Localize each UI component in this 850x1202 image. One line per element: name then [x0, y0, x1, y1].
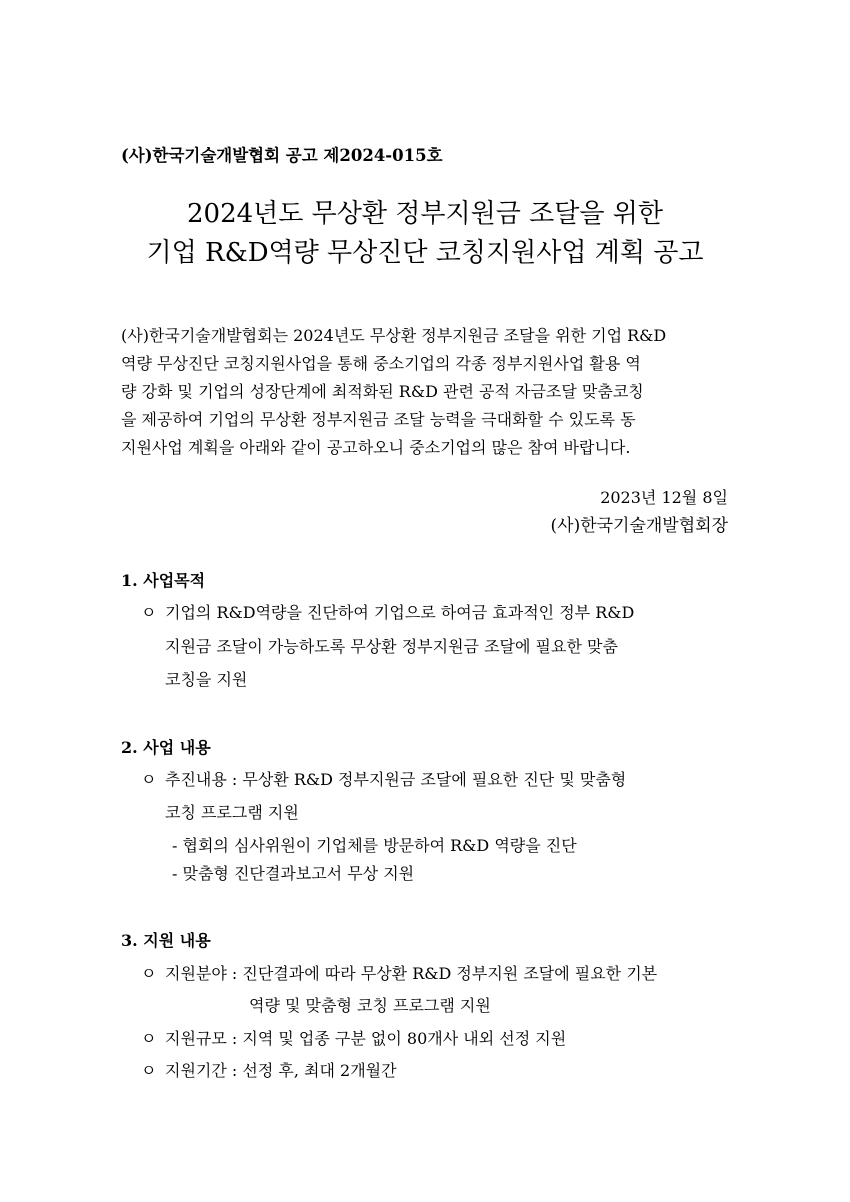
purpose-line: 기업의 R&D역량을 진단하여 기업으로 하여금 효과적인 정부 R&D	[165, 603, 635, 622]
content-sub-item: - 협회의 심사위원이 기업체를 방문하여 R&D 역량을 진단	[172, 836, 577, 855]
content-line: 코칭 프로그램 지원	[165, 803, 299, 822]
purpose-line: 지원금 조달이 가능하도록 무상환 정부지원금 조달에 필요한 맞춤	[165, 637, 618, 656]
section-heading-purpose: 1. 사업목적	[121, 571, 206, 590]
bullet-symbol: ㅇ	[141, 770, 157, 789]
content-line: 추진내용 : 무상환 R&D 정부지원금 조달에 필요한 진단 및 맞춤형	[165, 770, 627, 789]
support-item-line: 역량 및 맞춤형 코칭 프로그램 지원	[249, 996, 491, 1015]
intro-line: 지원사업 계획을 아래와 같이 공고하오니 중소기업의 많은 참여 바랍니다.	[121, 438, 631, 457]
announcement-date: 2023년 12월 8일	[600, 488, 728, 507]
document-title-line-2: 기업 R&D역량 무상진단 코칭지원사업 계획 공고	[146, 238, 704, 268]
intro-paragraph	[121, 322, 730, 462]
intro-line: 량 강화 및 기업의 성장단계에 최적화된 R&D 관련 공적 자금조달 맞춤코칭	[121, 382, 644, 401]
intro-line: (사)한국기술개발협회는 2024년도 무상환 정부지원금 조달을 위한 기업 R&D	[121, 326, 667, 345]
content-sub-item: - 맞춤형 진단결과보고서 무상 지원	[172, 864, 415, 883]
bullet-symbol: ㅇ	[141, 1029, 157, 1048]
support-item-line: 지원기간 : 선정 후, 최대 2개월간	[165, 1061, 397, 1080]
support-item-line: 지원규모 : 지역 및 업종 구분 없이 80개사 내외 선정 지원	[165, 1029, 567, 1048]
section-heading-support: 3. 지원 내용	[121, 931, 211, 950]
notice-number: (사)한국기술개발협회 공고 제2024-015호	[121, 146, 443, 165]
bullet-symbol: ㅇ	[141, 603, 157, 622]
section-heading-content: 2. 사업 내용	[121, 738, 211, 757]
document-title-line-1: 2024년도 무상환 정부지원금 조달을 위한	[187, 199, 663, 229]
bullet-symbol: ㅇ	[141, 1061, 157, 1080]
intro-line: 을 제공하여 기업의 무상환 정부지원금 조달 능력을 극대화할 수 있도록 동	[121, 410, 636, 429]
support-item-line: 지원분야 : 진단결과에 따라 무상환 R&D 정부지원 조달에 필요한 기본	[165, 964, 658, 983]
bullet-symbol: ㅇ	[141, 964, 157, 983]
issuer-signature: (사)한국기술개발협회장	[550, 516, 728, 536]
intro-line: 역량 무상진단 코칭지원사업을 통해 중소기업의 각종 정부지원사업 활용 역	[121, 354, 641, 373]
purpose-line: 코칭을 지원	[165, 670, 248, 689]
